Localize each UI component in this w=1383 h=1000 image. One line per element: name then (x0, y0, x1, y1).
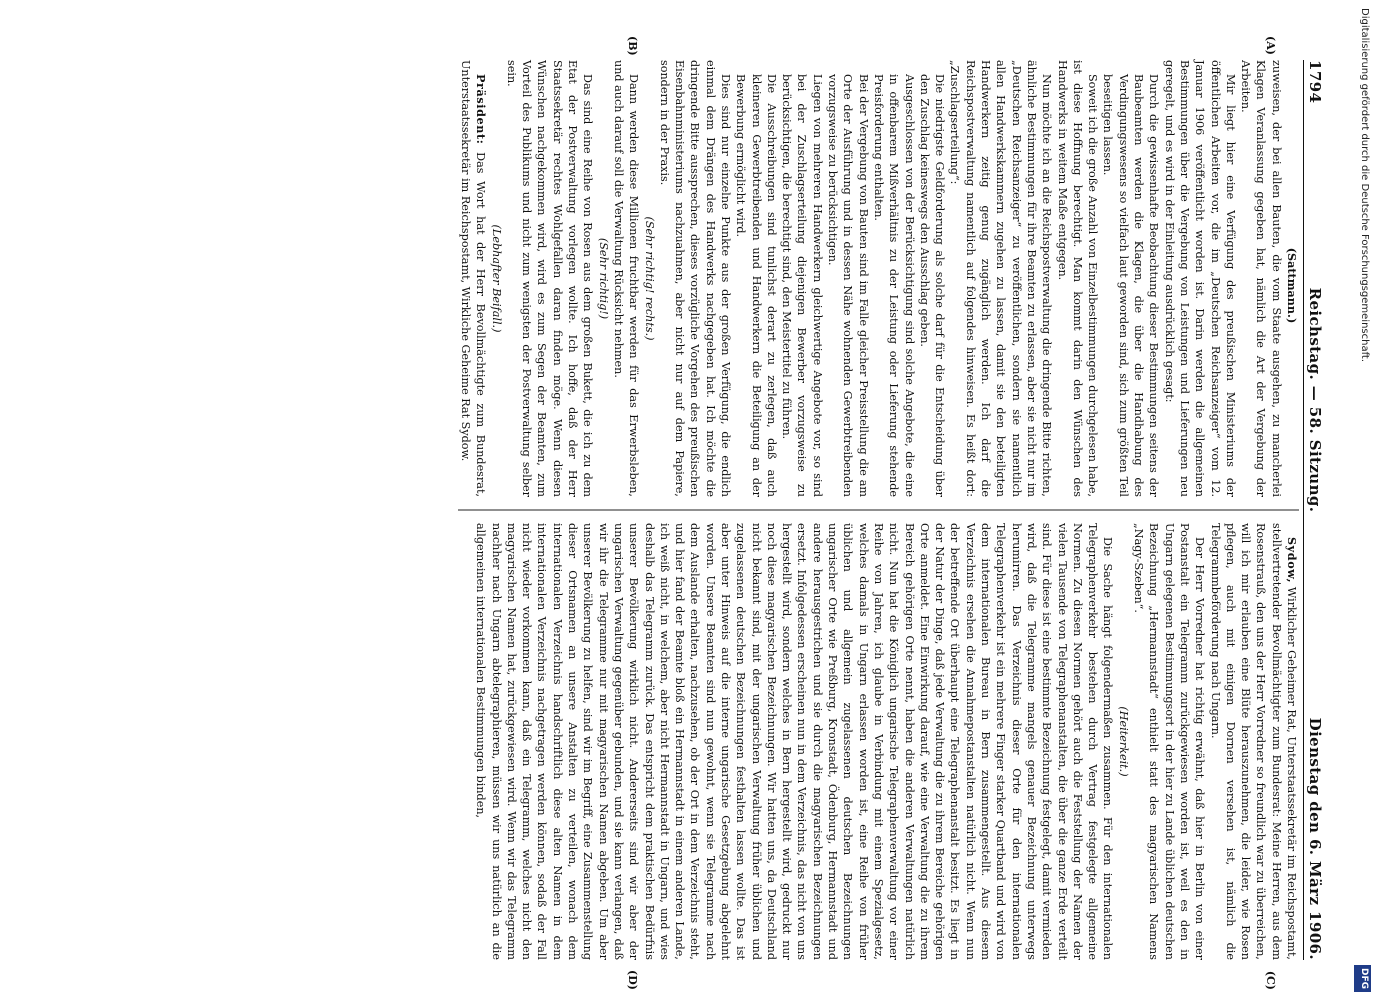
digitization-credit (1354, 0, 1374, 1000)
president-label: Präsident: (474, 74, 489, 145)
column-divider (458, 510, 1299, 511)
president-paragraph (458, 60, 489, 497)
quote-paragraph: Liegen von mehreren Handwerkern gleichwertige Angebote vor, so sind bei der Zuschlagserteilung diejenigen Bewerber vorzugsweise zu berücksichtigen, die berechtigt sind, den Meistertitel zu führen. (780, 74, 824, 497)
paragraph: Dies sind nur einzelne Punkte aus der großen Verfügung, die endlich einmal dem Drängen des Handwerks nachgegeben hat. Ich möchte die dringende Bitte aussprechen, dieses vorzügliche Vorgehen des preußischen Eisenbahnministeriums nachzuahmen, aber nicht nur auf dem Papiere, sondern in der Praxis. (657, 60, 733, 497)
president-text: Das Wort hat der Herr Bevollmächtigte zum Bundesrat, Unterstaatssekretär im Reichspostamt, Wirkliche Geheime Rat Sydow. (458, 60, 488, 497)
paragraph: Soweit ich die große Anzahl von Einzelbestimmungen durchgelesen habe, ist diese Hoffnung berechtigt. Man kommt darin den Wünschen des Handwerks in weitem Maße entgegen. (1055, 60, 1100, 497)
page-header (1303, 60, 1324, 960)
left-column (458, 60, 1299, 497)
text-columns (458, 36, 1299, 990)
speaker-text: Wirklicher Geheimer Rat, Unterstaatssekretär im Reichspostamt, stellvertretender Bevollmächtigter zum Bundesrat: Meine Herren, aus dem Rosenstrauß, den uns der Herr Vorredner so freundlich war zu überreichen, will ich mir erlauben eine Blüte herauszunehmen, die leider, wie Rosen pflegen, auch mit einigen Dornen versehen ist, nämlich die Telegrammbeförderung nach Ungarn. (1208, 523, 1298, 960)
paragraph: Das sind eine Reihe von Rosen aus dem großen Bukett, die ich zu dem Etat der Postverwaltung vorlegen wollte. Ich hoffe, daß der Herr Staatssekretär rechtes Wohlgefallen daran finden möge. Wenn diesen Wünschen nachgekommen wird, wird es zum Segen der Beamten, zum Vorteil des Publikums und nicht zum wenigsten der Postverwaltung selber sein. (504, 60, 595, 497)
margin-mark-b: (B) (626, 36, 639, 56)
speaker-paragraph (1207, 523, 1299, 960)
paragraph: Nun möchte ich an die Reichspostverwaltung die dringende Bitte richten, ähnliche Bestimmungen für ihre Beamten zu erlassen, aber sie nicht nur im „Deutschen Reichsanzeiger“ zu veröffentlichen, sondern sie namentlich allen Handwerkskammern zugehen zu lassen, damit sie den beteiligten Handwerkern zeitig genug zugänglich werden. Ich darf die Reichspostverwaltung namentlich auf folgendes hinweisen. Es heißt dort: „Zuschlagserteilung“: (948, 60, 1054, 497)
quote-paragraph: Die Ausschreibungen sind tunlichst derart zu zerlegen, daß auch kleineren Gewerbtreibenden und Handwerkern die Beteiligung an der Bewerbung ermöglicht wird. (734, 74, 778, 497)
credit-text: Digitalisierung gefördert durch die Deutsche Forschungsgemeinschaft. (1359, 8, 1370, 363)
speaker-label: Sydow, (1285, 537, 1299, 584)
right-column (458, 523, 1299, 960)
paragraph: Der Herr Vorredner hat richtig erwähnt, daß hier in Berlin von einer Postanstalt ein Telegramm zurückgewiesen worden ist, weil es den in Ungarn gelegenen Bestimmungsort in der hier zu Lande üblichen deutschen Bezeichnung „Hermannstadt“ enthielt statt des magyarischen Namens „Nagy-Szeben“. (1132, 523, 1207, 960)
quote-paragraph: Bei der Vergebung von Bauten sind im Falle gleicher Preisstellung die am Orte der Ausführung und in dessen Nähe wohnenden Gewerbtreibenden vorzugsweise zu berücksichtigen. (826, 74, 870, 497)
quote-paragraph: Durch die gewissenhafte Beobachtung dieser Bestimmungen seitens der Baubeamten werden die Klagen, die über die Handhabung des Verdingungswesens so vielfach laut geworden sind, sich zum größten Teil beseitigen lassen. (1101, 74, 1161, 497)
running-title: Reichstag. — 58. Sitzung. (1306, 287, 1324, 513)
paragraph: Dann werden diese Millionen fruchtbar werden für das Erwerbsleben, und auch darauf soll die Verwaltung Rücksicht nehmen. (611, 60, 641, 497)
interjection: (Lebhafter Beifall.) (489, 224, 503, 333)
interjection: (Heiterkeit.) (1116, 706, 1130, 777)
interjection: (Sehr richtig!) (596, 237, 610, 320)
quote-paragraph: Ausgeschlossen von der Berücksichtigung sind solche Angebote, die eine in offenbarem Mißverhältnis zu der Leistung oder Lieferung stehende Preisforderung enthalten. (871, 74, 916, 497)
quote-paragraph: Die niedrigste Geldforderung als solche darf für die Entscheidung über den Zuschlag keineswegs den Ausschlag geben. (917, 74, 947, 497)
interjection: (Sehr richtig! rechts.) (642, 216, 656, 341)
paragraph: Mir liegt hier eine Verfügung des preußischen Ministeriums der öffentlichen Arbeiten vor, die im „Deutschen Reichsanzeiger“ vom 12. Januar 1906 veröffentlicht worden ist. Darin werden die allgemeinen Bestimmungen über die Vergebung von Leistungen und Lieferungen neu geregelt, und es wird in der Einleitung ausdrücklich gesagt: (1162, 60, 1237, 497)
page-number: 1794 (1306, 60, 1324, 104)
speaker-tag: (Sattmann.) (1285, 247, 1299, 324)
paragraph: Die Sache hängt folgendermaßen zusammen. Für den internationalen Telegraphenverkehr bestehen durch Vertrag festgelegte allgemeine Normen. Zu diesen Normen gehört auch die Feststellung der Namen der vielen Tausende von Telegraphenanstalten, die über die ganze Erde verteilt sind. Für diese ist eine bestimmte Bezeichnung festgelegt, damit vermieden wird, daß die Telegramme mangels genauer Bezeichnung unterwegs herumirren. Das Verzeichnis dieser Orte für den internationalen Telegraphenverkehr ist ein mehrere Finger starker Quartband und wird von dem internationalen Bureau in Bern zusammengestellt. Aus diesem Verzeichnis ersehen die Annahmepostanstalten natürlich nicht. Wenn nun der betreffende Ort überhaupt eine Telegraphenanstalt besitzt. Es liegt in der Natur der Dinge, daß jede Verwaltung die zu ihrem Bereiche gehörigen Orte anmeldet. Eine Einwirkung darauf, wie eine Verwaltung die zu ihrem Bereich gehörigen Orte nennt, haben die anderen Verwaltungen natürlich nicht. Nun hat die Königlich ungarische Telegraphenverwaltung vor einer Reihe von Jahren, ich glaube in Verbindung mit einem Spezialgesetz, welches damals in Ungarn erlassen worden ist, eine Reihe von früher üblichen und allgemein zugelassenen deutschen Bezeichnungen ungarischer Orte wie Preßburg, Kronstadt, Ödenburg, Hermannstadt und andere herausgestrichen und sie durch die magyarischen Bezeichnungen ersetzt. Infolgedessen erscheinen nun in dem Verzeichnis, das nicht von uns hergestellt wird, sondern welches in Bern hergestellt wird, gedruckt nur noch diese magyarischen Bezeichnungen. Wir hatten uns, da Deutschland nicht bekannt sind, mit der ungarischen Verwaltung früher üblichen und zugelassenen deutschen Bezeichnungen festhalten lassen wollte. Das ist aber unter Hinweis auf die interne ungarische Gesetzgebung abgelehnt worden. Unsere Beamten sind nun gewohnt, wenn sie Telegramme nach dem Auslande erhalten, nachzusehen, ob der Ort in dem Verzeichnis steht, und hier fand der Beamte bloß ein Hermannstadt in einem anderen Lande, ich weiß nicht, in welchem, aber nicht Hermannstadt in Ungarn, und wies deshalb das Telegramm zurück. Das entspricht dem praktischen Bedürfnis unserer Bevölkerung wirklich nicht. Andererseits sind wir aber der ungarischen Verwaltung gegenüber gebunden, und sie kann verlangen, daß wir ihr die Telegramme nur mit magyarischen Namen abgeben. Um aber unserer Bevölkerung zu helfen, sind wir im Begriff, eine Zusammenstellung dieser Ortsnamen an unsere Anstalten zu verteilen, wonach dem internationalen Verzeichnis handschriftlich diese alten Namen in dem internationalen Verzeichnis nachgetragen werden können, sodaß der Fall nicht wieder vorkommen kann, daß ein Telegramm, welches nicht den magyarischen Namen hat, zurückgewiesen wird. Wenn wir das Telegramm nachher nach Ungarn abtelegraphieren, müssen wir uns natürlich an die allgemeinen internationalen Bestimmungen binden, (474, 523, 1115, 960)
session-date: Dienstag den 6. März 1906. (1306, 717, 1324, 960)
dfg-logo-icon: DFG (1354, 965, 1371, 992)
paragraph: zuweisen, der bei allen Bauten, die vom Staate ausgehen, zu mancherlei Klagen Veranlassung gegeben hat, nämlich die Art der Vergebung der Arbeiten. (1239, 60, 1283, 497)
margin-mark-c: (C) (1264, 970, 1277, 990)
margin-mark-a: (A) (1264, 36, 1277, 55)
margin-mark-d: (D) (626, 970, 639, 990)
